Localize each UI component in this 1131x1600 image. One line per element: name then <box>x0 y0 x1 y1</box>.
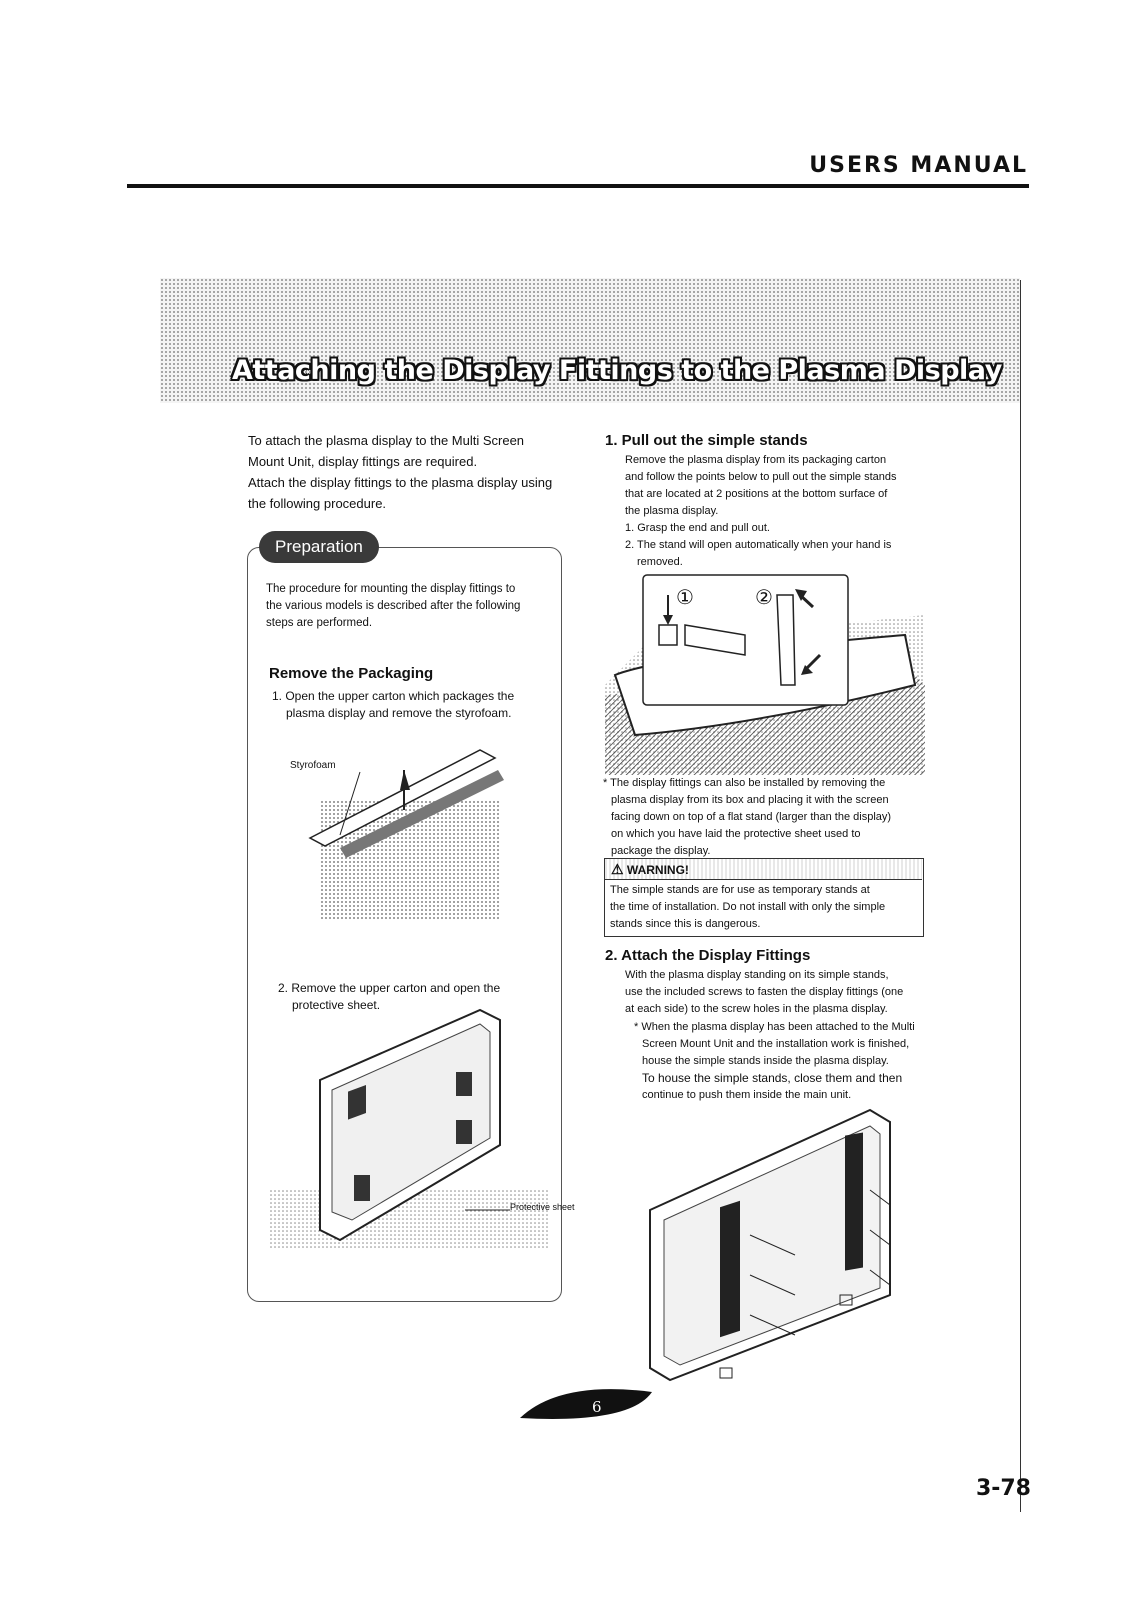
footer-page-badge <box>520 1384 660 1428</box>
section1-note <box>603 775 923 860</box>
section2-line: at each side) to the screw holes in the plasma display. <box>625 1003 888 1015</box>
note-line: package the display. <box>611 845 711 857</box>
warning-line: stands since this is dangerous. <box>610 918 761 930</box>
preparation-line: the various models is described after the following <box>266 600 521 612</box>
section1-line: and follow the points below to pull out the simple stands <box>625 471 897 483</box>
intro-line: To attach the plasma display to the Multi Screen <box>248 433 525 448</box>
preparation-text <box>266 581 556 632</box>
page-number: 3-78 <box>975 1476 1031 1501</box>
section1-line: the plasma display. <box>625 505 719 517</box>
section2-line: use the included screws to fasten the display fittings (one <box>625 986 904 998</box>
intro-line: the following procedure. <box>248 496 387 511</box>
protective-sheet-illustration <box>270 1010 560 1260</box>
styrofoam-illustration <box>280 740 520 930</box>
callout-1: ① <box>676 587 694 609</box>
remove-packaging-heading: Remove the Packaging <box>269 665 434 682</box>
page-title: Attaching the Display Fittings to the Plasma Display <box>232 355 1002 386</box>
section2-note-line: Screen Mount Unit and the installation work is finished, <box>642 1038 910 1050</box>
warning-line: The simple stands are for use as temporary stands at <box>610 884 870 896</box>
preparation-line: The procedure for mounting the display fittings to <box>266 583 516 595</box>
styrofoam-label-text: Styrofoam <box>290 760 336 771</box>
section1-line: Remove the plasma display from its packaging carton <box>625 454 887 466</box>
warning-title-text: WARNING! <box>626 863 689 877</box>
section1-step: 2. The stand will open automatically when your hand is <box>625 539 892 551</box>
section1-line: that are located at 2 positions at the bottom surface of <box>625 488 888 500</box>
warning-text <box>610 882 920 933</box>
warning-line: the time of installation. Do not install with only the simple <box>610 901 886 913</box>
section1-text <box>625 452 925 571</box>
display-fittings-illustration <box>650 1110 910 1380</box>
intro-paragraph <box>248 430 568 514</box>
step-line: 1. Open the upper carton which packages the <box>272 689 515 703</box>
step-line: protective sheet. <box>292 998 381 1012</box>
note-line: plasma display from its box and placing it with the screen <box>611 794 889 806</box>
section2-text <box>625 967 925 1018</box>
footer-badge-number: 6 <box>592 1398 602 1416</box>
intro-line: Mount Unit, display fittings are required. <box>248 454 478 469</box>
header-rule <box>127 184 1029 188</box>
section1-step: 1. Grasp the end and pull out. <box>625 522 770 534</box>
preparation-label: Preparation <box>259 531 379 563</box>
step-line: plasma display and remove the styrofoam. <box>286 706 512 720</box>
note-line: on which you have laid the protective sheet used to <box>611 828 861 840</box>
intro-line: Attach the display fittings to the plasma display using <box>248 475 553 490</box>
section2-note <box>634 1019 926 1104</box>
section1-step: removed. <box>637 556 683 568</box>
section2-note-line: continue to push them inside the main unit. <box>642 1089 852 1101</box>
section1-heading: 1. Pull out the simple stands <box>605 432 808 449</box>
header-title: USERS MANUAL <box>809 153 1028 178</box>
section2-line: With the plasma display standing on its simple stands, <box>625 969 889 981</box>
note-line: * The display fittings can also be installed by removing the <box>603 777 886 789</box>
remove-step-1 <box>272 688 557 722</box>
protective-sheet-label: Protective sheet <box>510 1202 575 1212</box>
warning-icon: ⚠ <box>611 861 624 877</box>
preparation-line: steps are performed. <box>266 617 373 629</box>
section2-note-line: To house the simple stands, close them and then <box>642 1071 903 1085</box>
section2-heading: 2. Attach the Display Fittings <box>605 947 811 964</box>
note-line: facing down on top of a flat stand (larger than the display) <box>611 811 892 823</box>
side-rule <box>1020 280 1021 1512</box>
section2-note-line: * When the plasma display has been attached to the Multi <box>634 1021 915 1033</box>
warning-title <box>611 859 689 880</box>
step-line: 2. Remove the upper carton and open the <box>278 981 501 995</box>
section2-note-line: house the simple stands inside the plasma display. <box>642 1055 889 1067</box>
callout-2: ② <box>755 587 773 609</box>
remove-step-2 <box>278 980 558 1014</box>
